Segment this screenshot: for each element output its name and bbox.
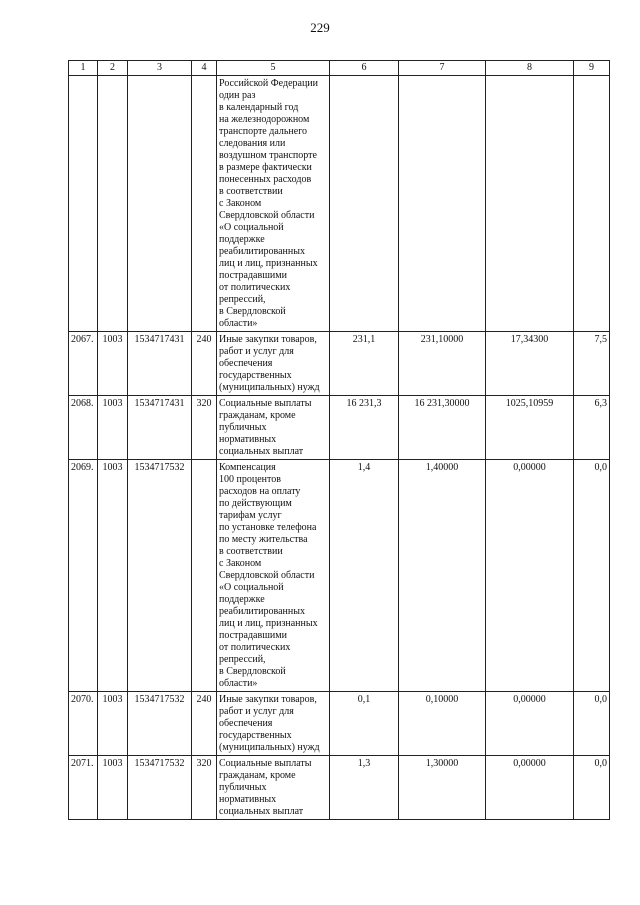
- section-code-cell: 1003: [98, 756, 128, 820]
- table-row: [69, 396, 610, 460]
- table-row: [69, 332, 610, 396]
- row-number-cell: 2070.: [69, 692, 98, 756]
- row-number-cell: 2071.: [69, 756, 98, 820]
- value-col8-cell: 0,00000: [486, 692, 574, 756]
- row-number-cell: 2067.: [69, 332, 98, 396]
- value-col9-cell: 6,3: [574, 396, 610, 460]
- value-col9-cell: 0,0: [574, 756, 610, 820]
- value-col9-cell: 7,5: [574, 332, 610, 396]
- expense-type-cell: 240: [192, 332, 217, 396]
- target-code-cell: 1534717431: [128, 332, 192, 396]
- value-col8-cell: 0,00000: [486, 756, 574, 820]
- page-number: 229: [310, 20, 330, 35]
- section-code-cell: 1003: [98, 692, 128, 756]
- description-cell: Российской Федерации один раз в календарный год на железнодорожном транспорте дальнего следования или воздушном транспорте в размере фактически понесенных расходов в соответствии с Законом Свердловской области «О социальной поддержке реабилитированных лиц и лиц, признанных пострадавшими от политических репрессий, в Свердловской области»: [217, 76, 330, 332]
- value-col7-cell: 231,10000: [399, 332, 486, 396]
- table-row: [69, 756, 610, 820]
- section-code-cell: 1003: [98, 396, 128, 460]
- column-header: 3: [128, 61, 192, 76]
- expense-type-cell: [192, 460, 217, 692]
- target-code-cell: 1534717431: [128, 396, 192, 460]
- value-col7-cell: 1,30000: [399, 756, 486, 820]
- value-col9-cell: [574, 76, 610, 332]
- budget-table: [68, 60, 610, 820]
- table-row: [69, 692, 610, 756]
- value-col6-cell: 1,4: [330, 460, 399, 692]
- description-cell: Социальные выплаты гражданам, кроме публичных нормативных социальных выплат: [217, 756, 330, 820]
- row-number-cell: [69, 76, 98, 332]
- description-cell: Иные закупки товаров, работ и услуг для обеспечения государственных (муниципальных) нужд: [217, 332, 330, 396]
- value-col8-cell: 0,00000: [486, 460, 574, 692]
- target-code-cell: [128, 76, 192, 332]
- section-code-cell: 1003: [98, 332, 128, 396]
- value-col7-cell: 16 231,30000: [399, 396, 486, 460]
- row-number-cell: 2068.: [69, 396, 98, 460]
- value-col8-cell: 1025,10959: [486, 396, 574, 460]
- expense-type-cell: [192, 76, 217, 332]
- value-col7-cell: [399, 76, 486, 332]
- section-code-cell: [98, 76, 128, 332]
- value-col7-cell: 1,40000: [399, 460, 486, 692]
- expense-type-cell: 320: [192, 756, 217, 820]
- table-row: [69, 460, 610, 692]
- value-col6-cell: 0,1: [330, 692, 399, 756]
- value-col9-cell: 0,0: [574, 460, 610, 692]
- value-col6-cell: 231,1: [330, 332, 399, 396]
- target-code-cell: 1534717532: [128, 692, 192, 756]
- target-code-cell: 1534717532: [128, 756, 192, 820]
- description-cell: Социальные выплаты гражданам, кроме публичных нормативных социальных выплат: [217, 396, 330, 460]
- column-header: 7: [399, 61, 486, 76]
- value-col6-cell: 1,3: [330, 756, 399, 820]
- column-header: 8: [486, 61, 574, 76]
- description-cell: Компенсация 100 процентов расходов на оплату по действующим тарифам услуг по установке телефона по месту жительства в соответствии с Законом Свердловской области «О социальной поддержке реабилитированных лиц и лиц, признанных пострадавшими от политических репрессий, в Свердловской области»: [217, 460, 330, 692]
- value-col8-cell: 17,34300: [486, 332, 574, 396]
- value-col6-cell: 16 231,3: [330, 396, 399, 460]
- value-col8-cell: [486, 76, 574, 332]
- column-header: 4: [192, 61, 217, 76]
- expense-type-cell: 240: [192, 692, 217, 756]
- expense-type-cell: 320: [192, 396, 217, 460]
- column-header: 2: [98, 61, 128, 76]
- description-cell: Иные закупки товаров, работ и услуг для обеспечения государственных (муниципальных) нужд: [217, 692, 330, 756]
- table-row: [69, 76, 610, 332]
- value-col7-cell: 0,10000: [399, 692, 486, 756]
- row-number-cell: 2069.: [69, 460, 98, 692]
- target-code-cell: 1534717532: [128, 460, 192, 692]
- value-col9-cell: 0,0: [574, 692, 610, 756]
- column-header: 5: [217, 61, 330, 76]
- column-header: 1: [69, 61, 98, 76]
- column-header: 9: [574, 61, 610, 76]
- header-row: [69, 61, 610, 76]
- section-code-cell: 1003: [98, 460, 128, 692]
- column-header: 6: [330, 61, 399, 76]
- value-col6-cell: [330, 76, 399, 332]
